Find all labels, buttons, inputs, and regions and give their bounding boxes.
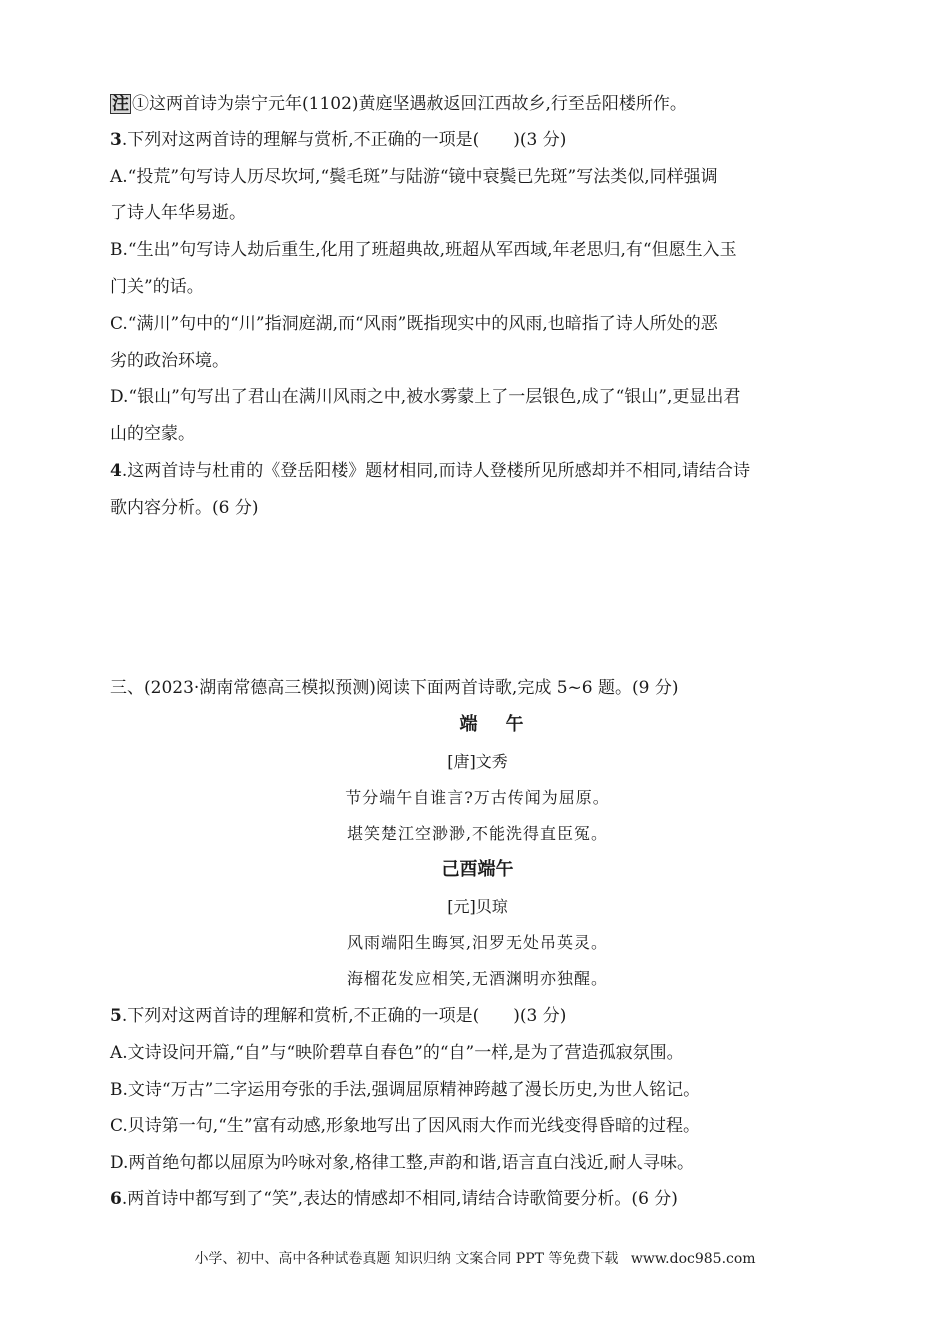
question-text: .下列对这两首诗的理解与赏析,不正确的一项是( )(3 分) [121,130,567,150]
poem-2-line-2: 海榴花发应相笑,无酒渊明亦独醒。 [346,969,609,988]
q5-option-b: B.文诗“万古”二字运用夸张的手法,强调屈原精神跨越了漫长历史,为世人铭记。 [110,1080,701,1100]
poem-1-author: [唐]文秀 [447,752,508,771]
q3-option-a-line1: A.“投荒”句写诗人历尽坎坷,“鬓毛斑”与陆游“镜中衰鬓已先斑”写法类似,同样强调 [110,167,718,187]
poem-1-title: 端午 [459,714,552,735]
question-text: .两首诗中都写到了“笑”,表达的情感却不相同,请结合诗歌简要分析。(6 分) [121,1189,678,1209]
q3-option-c-line2: 劣的政治环境。 [110,351,229,371]
q5-option-a: A.文诗设问开篇,“自”与“映阶碧草自春色”的“自”一样,是为了营造孤寂氛围。 [110,1043,684,1063]
poem-2-line-1: 风雨端阳生晦冥,汨罗无处吊英灵。 [346,933,609,952]
page-footer [0,1248,950,1268]
question-4-line2: 歌内容分析。(6 分) [110,498,259,518]
question-text: .这两首诗与杜甫的《登岳阳楼》题材相同,而诗人登楼所见所感却并不相同,请结合诗 [121,461,751,481]
q3-option-d-line2: 山的空蒙。 [110,424,195,444]
question-text: .下列对这两首诗的理解和赏析,不正确的一项是( )(3 分) [121,1006,567,1026]
section-heading: 三、(2023·湖南常德高三模拟预测)阅读下面两首诗歌,完成 5~6 题。(9 分) [110,678,679,698]
question-number: 3 [110,130,122,150]
poem-1-line-1: 节分端午自谁言?万古传闻为屈原。 [345,788,610,807]
q5-option-c: C.贝诗第一句,“生”富有动感,形象地写出了因风雨大作而光线变得昏暗的过程。 [110,1116,700,1136]
q3-option-c-line1: C.“满川”句中的“川”指洞庭湖,而“风雨”既指现实中的风雨,也暗指了诗人所处的恶 [110,314,718,334]
note-tag: 注 [112,94,129,114]
footer-text: 小学、初中、高中各种试卷真题 知识归纳 文案合同 PPT 等免费下载 [194,1251,619,1267]
q5-option-d: D.两首绝句都以屈原为吟咏对象,格律工整,声韵和谐,语言直白浅近,耐人寻味。 [110,1153,695,1173]
question-6 [110,1187,845,1211]
question-4-line1 [110,459,845,483]
footer-site-link[interactable]: www.doc985.com [630,1251,756,1267]
q3-option-a-line2: 了诗人年华易逝。 [110,203,246,223]
question-number: 6 [110,1189,122,1209]
question-5-stem [110,1004,845,1028]
note-text: ①这两首诗为崇宁元年(1102)黄庭坚遇赦返回江西故乡,行至岳阳楼所作。 [132,94,687,114]
footnote [110,92,845,116]
poem-2-title: 己酉端午 [441,859,514,880]
poem-2-author: [元]贝琼 [447,897,508,916]
q3-option-d-line1: D.“银山”句写出了君山在满川风雨之中,被水雾蒙上了一层银色,成了“银山”,更显出君 [110,387,741,407]
poem-1-line-2: 堪笑楚江空渺渺,不能洗得直臣冤。 [346,824,609,843]
q3-option-b-line2: 门关”的话。 [110,277,204,297]
question-number: 5 [110,1006,122,1026]
q3-option-b-line1: B.“生出”句写诗人劫后重生,化用了班超典故,班超从军西域,年老思归,有“但愿生入玉 [110,240,737,260]
question-number: 4 [110,461,122,481]
question-3-stem [110,128,845,152]
